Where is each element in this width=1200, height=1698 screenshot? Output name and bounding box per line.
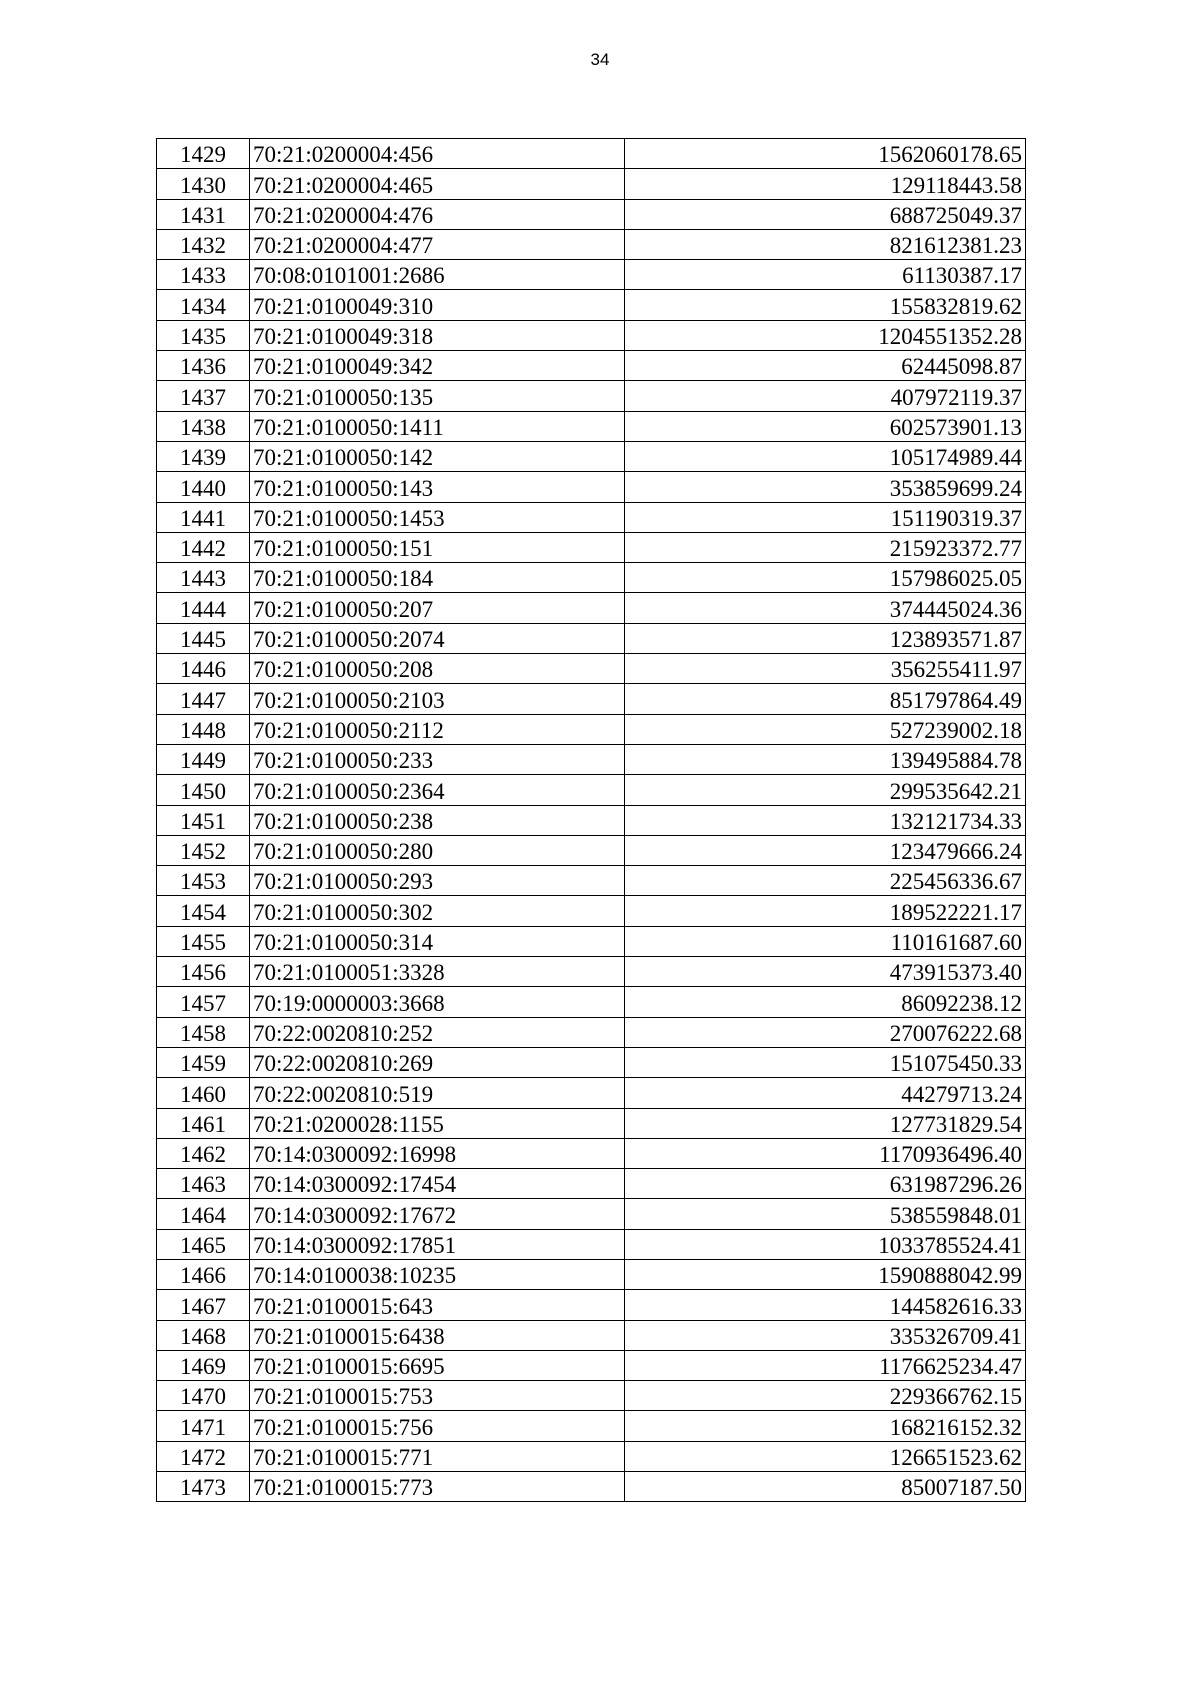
table-row <box>157 169 1026 199</box>
cadastral-number-cell: 70:21:0100050:314 <box>250 926 625 956</box>
value-cell: 129118443.58 <box>625 169 1026 199</box>
table-row <box>157 1017 1026 1047</box>
cadastral-number-cell: 70:21:0100050:207 <box>250 593 625 623</box>
cadastral-number-cell: 70:21:0100050:2112 <box>250 714 625 744</box>
table-body <box>157 139 1026 1502</box>
value-cell: 44279713.24 <box>625 1078 1026 1108</box>
table-row <box>157 835 1026 865</box>
table-row <box>157 866 1026 896</box>
cadastral-number-cell: 70:14:0300092:17672 <box>250 1199 625 1229</box>
table-row <box>157 1290 1026 1320</box>
value-cell: 602573901.13 <box>625 411 1026 441</box>
value-cell: 123893571.87 <box>625 623 1026 653</box>
table-row <box>157 441 1026 471</box>
row-number-cell: 1449 <box>157 744 250 774</box>
table-row <box>157 957 1026 987</box>
cadastral-number-cell: 70:21:0100050:293 <box>250 866 625 896</box>
table-row <box>157 714 1026 744</box>
row-number-cell: 1460 <box>157 1078 250 1108</box>
value-cell: 473915373.40 <box>625 957 1026 987</box>
cadastral-number-cell: 70:21:0100051:3328 <box>250 957 625 987</box>
data-table <box>156 138 1026 1502</box>
row-number-cell: 1445 <box>157 623 250 653</box>
cadastral-number-cell: 70:21:0200004:476 <box>250 199 625 229</box>
cadastral-number-cell: 70:22:0020810:252 <box>250 1017 625 1047</box>
cadastral-number-cell: 70:21:0200028:1155 <box>250 1108 625 1138</box>
row-number-cell: 1459 <box>157 1047 250 1077</box>
value-cell: 356255411.97 <box>625 654 1026 684</box>
table-row <box>157 199 1026 229</box>
row-number-cell: 1469 <box>157 1350 250 1380</box>
cadastral-number-cell: 70:21:0100015:773 <box>250 1472 625 1502</box>
cadastral-number-cell: 70:21:0100050:208 <box>250 654 625 684</box>
cadastral-number-cell: 70:19:0000003:3668 <box>250 987 625 1017</box>
row-number-cell: 1471 <box>157 1411 250 1441</box>
table-row <box>157 381 1026 411</box>
row-number-cell: 1466 <box>157 1259 250 1289</box>
table-row <box>157 1229 1026 1259</box>
cadastral-number-cell: 70:14:0300092:17454 <box>250 1169 625 1199</box>
value-cell: 1170936496.40 <box>625 1138 1026 1168</box>
row-number-cell: 1463 <box>157 1169 250 1199</box>
cadastral-number-cell: 70:21:0100049:310 <box>250 290 625 320</box>
value-cell: 123479666.24 <box>625 835 1026 865</box>
table-row <box>157 411 1026 441</box>
value-cell: 270076222.68 <box>625 1017 1026 1047</box>
cadastral-number-cell: 70:21:0100015:753 <box>250 1381 625 1411</box>
row-number-cell: 1452 <box>157 835 250 865</box>
value-cell: 139495884.78 <box>625 744 1026 774</box>
row-number-cell: 1462 <box>157 1138 250 1168</box>
cadastral-number-cell: 70:21:0100049:318 <box>250 320 625 350</box>
value-cell: 335326709.41 <box>625 1320 1026 1350</box>
value-cell: 110161687.60 <box>625 926 1026 956</box>
cadastral-number-cell: 70:14:0100038:10235 <box>250 1259 625 1289</box>
table-row <box>157 744 1026 774</box>
value-cell: 353859699.24 <box>625 472 1026 502</box>
table-row <box>157 290 1026 320</box>
row-number-cell: 1432 <box>157 229 250 259</box>
cadastral-number-cell: 70:21:0100050:280 <box>250 835 625 865</box>
cadastral-number-cell: 70:21:0100050:2364 <box>250 775 625 805</box>
row-number-cell: 1451 <box>157 805 250 835</box>
cadastral-number-cell: 70:21:0100050:1411 <box>250 411 625 441</box>
table-row <box>157 775 1026 805</box>
value-cell: 225456336.67 <box>625 866 1026 896</box>
table-row <box>157 805 1026 835</box>
table-row <box>157 1169 1026 1199</box>
table-row <box>157 1441 1026 1471</box>
cadastral-number-cell: 70:21:0100015:756 <box>250 1411 625 1441</box>
value-cell: 527239002.18 <box>625 714 1026 744</box>
table-row <box>157 1411 1026 1441</box>
value-cell: 132121734.33 <box>625 805 1026 835</box>
table-row <box>157 1078 1026 1108</box>
row-number-cell: 1442 <box>157 532 250 562</box>
value-cell: 157986025.05 <box>625 563 1026 593</box>
table-row <box>157 1138 1026 1168</box>
value-cell: 126651523.62 <box>625 1441 1026 1471</box>
table-row <box>157 1320 1026 1350</box>
row-number-cell: 1470 <box>157 1381 250 1411</box>
value-cell: 299535642.21 <box>625 775 1026 805</box>
table-row <box>157 654 1026 684</box>
table-row <box>157 926 1026 956</box>
row-number-cell: 1438 <box>157 411 250 441</box>
table-row <box>157 532 1026 562</box>
cadastral-number-cell: 70:21:0100050:2074 <box>250 623 625 653</box>
cadastral-number-cell: 70:21:0100050:184 <box>250 563 625 593</box>
value-cell: 1204551352.28 <box>625 320 1026 350</box>
row-number-cell: 1458 <box>157 1017 250 1047</box>
value-cell: 688725049.37 <box>625 199 1026 229</box>
value-cell: 144582616.33 <box>625 1290 1026 1320</box>
cadastral-number-cell: 70:21:0100050:233 <box>250 744 625 774</box>
value-cell: 821612381.23 <box>625 229 1026 259</box>
value-cell: 229366762.15 <box>625 1381 1026 1411</box>
table-row <box>157 987 1026 1017</box>
table-row <box>157 351 1026 381</box>
table-row <box>157 1047 1026 1077</box>
row-number-cell: 1440 <box>157 472 250 502</box>
value-cell: 189522221.17 <box>625 896 1026 926</box>
value-cell: 151075450.33 <box>625 1047 1026 1077</box>
value-cell: 155832819.62 <box>625 290 1026 320</box>
cadastral-number-cell: 70:21:0100015:771 <box>250 1441 625 1471</box>
value-cell: 105174989.44 <box>625 441 1026 471</box>
value-cell: 851797864.49 <box>625 684 1026 714</box>
row-number-cell: 1455 <box>157 926 250 956</box>
value-cell: 1590888042.99 <box>625 1259 1026 1289</box>
cadastral-number-cell: 70:21:0100050:302 <box>250 896 625 926</box>
value-cell: 374445024.36 <box>625 593 1026 623</box>
row-number-cell: 1437 <box>157 381 250 411</box>
cadastral-number-cell: 70:14:0300092:17851 <box>250 1229 625 1259</box>
value-cell: 407972119.37 <box>625 381 1026 411</box>
page-number: 34 <box>590 50 610 69</box>
row-number-cell: 1439 <box>157 441 250 471</box>
table-row <box>157 593 1026 623</box>
row-number-cell: 1431 <box>157 199 250 229</box>
value-cell: 1176625234.47 <box>625 1350 1026 1380</box>
table-row <box>157 502 1026 532</box>
row-number-cell: 1441 <box>157 502 250 532</box>
row-number-cell: 1433 <box>157 260 250 290</box>
row-number-cell: 1461 <box>157 1108 250 1138</box>
row-number-cell: 1429 <box>157 139 250 169</box>
row-number-cell: 1473 <box>157 1472 250 1502</box>
value-cell: 538559848.01 <box>625 1199 1026 1229</box>
row-number-cell: 1444 <box>157 593 250 623</box>
row-number-cell: 1457 <box>157 987 250 1017</box>
value-cell: 631987296.26 <box>625 1169 1026 1199</box>
row-number-cell: 1446 <box>157 654 250 684</box>
value-cell: 1033785524.41 <box>625 1229 1026 1259</box>
value-cell: 127731829.54 <box>625 1108 1026 1138</box>
table-row <box>157 320 1026 350</box>
table-row <box>157 1472 1026 1502</box>
row-number-cell: 1468 <box>157 1320 250 1350</box>
table-row <box>157 1199 1026 1229</box>
table-row <box>157 1108 1026 1138</box>
table-row <box>157 623 1026 653</box>
cadastral-number-cell: 70:14:0300092:16998 <box>250 1138 625 1168</box>
cadastral-number-cell: 70:22:0020810:519 <box>250 1078 625 1108</box>
row-number-cell: 1443 <box>157 563 250 593</box>
value-cell: 86092238.12 <box>625 987 1026 1017</box>
cadastral-number-cell: 70:21:0200004:465 <box>250 169 625 199</box>
row-number-cell: 1465 <box>157 1229 250 1259</box>
table-row <box>157 472 1026 502</box>
value-cell: 151190319.37 <box>625 502 1026 532</box>
row-number-cell: 1464 <box>157 1199 250 1229</box>
row-number-cell: 1447 <box>157 684 250 714</box>
cadastral-number-cell: 70:21:0100049:342 <box>250 351 625 381</box>
cadastral-number-cell: 70:21:0100050:2103 <box>250 684 625 714</box>
cadastral-number-cell: 70:21:0100050:143 <box>250 472 625 502</box>
cadastral-number-cell: 70:21:0100015:6695 <box>250 1350 625 1380</box>
cadastral-number-cell: 70:21:0100015:643 <box>250 1290 625 1320</box>
value-cell: 1562060178.65 <box>625 139 1026 169</box>
value-cell: 61130387.17 <box>625 260 1026 290</box>
table-row <box>157 139 1026 169</box>
cadastral-number-cell: 70:21:0200004:456 <box>250 139 625 169</box>
table-row <box>157 260 1026 290</box>
table-row <box>157 1381 1026 1411</box>
table-row <box>157 684 1026 714</box>
value-cell: 215923372.77 <box>625 532 1026 562</box>
cadastral-number-cell: 70:21:0100050:135 <box>250 381 625 411</box>
row-number-cell: 1435 <box>157 320 250 350</box>
row-number-cell: 1450 <box>157 775 250 805</box>
row-number-cell: 1467 <box>157 1290 250 1320</box>
table-row <box>157 229 1026 259</box>
cadastral-number-cell: 70:21:0100015:6438 <box>250 1320 625 1350</box>
cadastral-number-cell: 70:21:0100050:1453 <box>250 502 625 532</box>
row-number-cell: 1436 <box>157 351 250 381</box>
cadastral-number-cell: 70:21:0100050:142 <box>250 441 625 471</box>
cadastral-number-cell: 70:22:0020810:269 <box>250 1047 625 1077</box>
row-number-cell: 1472 <box>157 1441 250 1471</box>
value-cell: 85007187.50 <box>625 1472 1026 1502</box>
row-number-cell: 1453 <box>157 866 250 896</box>
table-row <box>157 563 1026 593</box>
table-row <box>157 1259 1026 1289</box>
row-number-cell: 1454 <box>157 896 250 926</box>
row-number-cell: 1456 <box>157 957 250 987</box>
cadastral-number-cell: 70:21:0100050:238 <box>250 805 625 835</box>
value-cell: 168216152.32 <box>625 1411 1026 1441</box>
value-cell: 62445098.87 <box>625 351 1026 381</box>
cadastral-number-cell: 70:08:0101001:2686 <box>250 260 625 290</box>
table-row <box>157 896 1026 926</box>
row-number-cell: 1434 <box>157 290 250 320</box>
row-number-cell: 1430 <box>157 169 250 199</box>
cadastral-number-cell: 70:21:0100050:151 <box>250 532 625 562</box>
row-number-cell: 1448 <box>157 714 250 744</box>
cadastral-number-cell: 70:21:0200004:477 <box>250 229 625 259</box>
table-row <box>157 1350 1026 1380</box>
